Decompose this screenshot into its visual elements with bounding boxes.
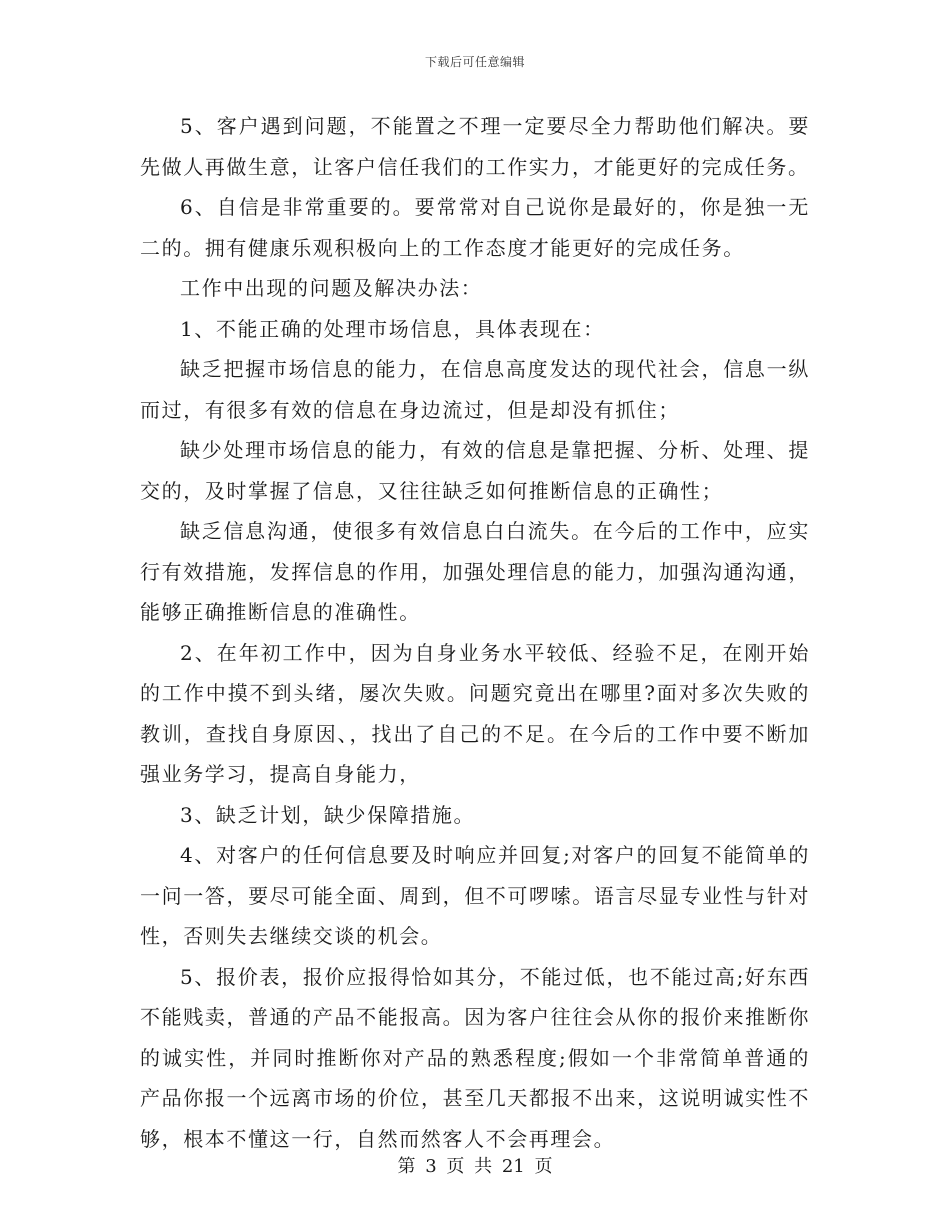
paragraph: 5、报价表，报价应报得恰如其分，不能过低，也不能过高;好东西不能贱卖，普通的产品不能报高。因为客户往往会从你的报价来推断你的诚实性，并同时推断你对产品的熟悉程度;假如一个非常简单普通的产品你报一个远离市场的价位，甚至几天都报不出来，这说明诚实性不够，根本不懂这一行，自然而然客人不会再理会。 bbox=[140, 964, 810, 1151]
paragraph: 2、在年初工作中，因为自身业务水平较低、经验不足，在刚开始的工作中摸不到头绪，屡次失败。问题究竟出在哪里?面对多次失败的教训，查找自身原因、，找出了自己的不足。在今后的工作中要不断加强业务学习，提高自身能力， bbox=[140, 640, 810, 786]
paragraph: 1、不能正确的处理市场信息，具体表现在： bbox=[180, 316, 605, 341]
section-heading: 工作中出现的问题及解决办法： bbox=[180, 276, 483, 300]
document-body bbox=[140, 106, 810, 1159]
page-number: 第 3 页 共 21 页 bbox=[397, 1156, 553, 1177]
paragraph: 缺乏把握市场信息的能力，在信息高度发达的现代社会，信息一纵而过，有很多有效的信息在身边流过，但是却没有抓住； bbox=[140, 357, 810, 422]
paragraph: 3、缺乏计划，缺少保障措施。 bbox=[180, 802, 476, 827]
paragraph: 4、对客户的任何信息要及时响应并回复;对客户的回复不能简单的一问一答，要尽可能全面、周到，但不可啰嗦。语言尽显专业性与针对性，否则失去继续交谈的机会。 bbox=[140, 843, 810, 948]
paragraph: 6、自信是非常重要的。要常常对自己说你是最好的，你是独一无二的。拥有健康乐观积极向上的工作态度才能更好的完成任务。 bbox=[140, 195, 810, 260]
page-header: 下载后可任意编辑 bbox=[424, 55, 525, 69]
paragraph: 缺少处理市场信息的能力，有效的信息是靠把握、分析、处理、提交的，及时掌握了信息，又往往缺乏如何推断信息的正确性； bbox=[140, 438, 810, 503]
paragraph: 缺乏信息沟通，使很多有效信息白白流失。在今后的工作中，应实行有效措施，发挥信息的作用，加强处理信息的能力，加强沟通沟通，能够正确推断信息的准确性。 bbox=[140, 519, 810, 624]
paragraph: 5、客户遇到问题，不能置之不理一定要尽全力帮助他们解决。要先做人再做生意，让客户信任我们的工作实力，才能更好的完成任务。 bbox=[140, 114, 810, 179]
